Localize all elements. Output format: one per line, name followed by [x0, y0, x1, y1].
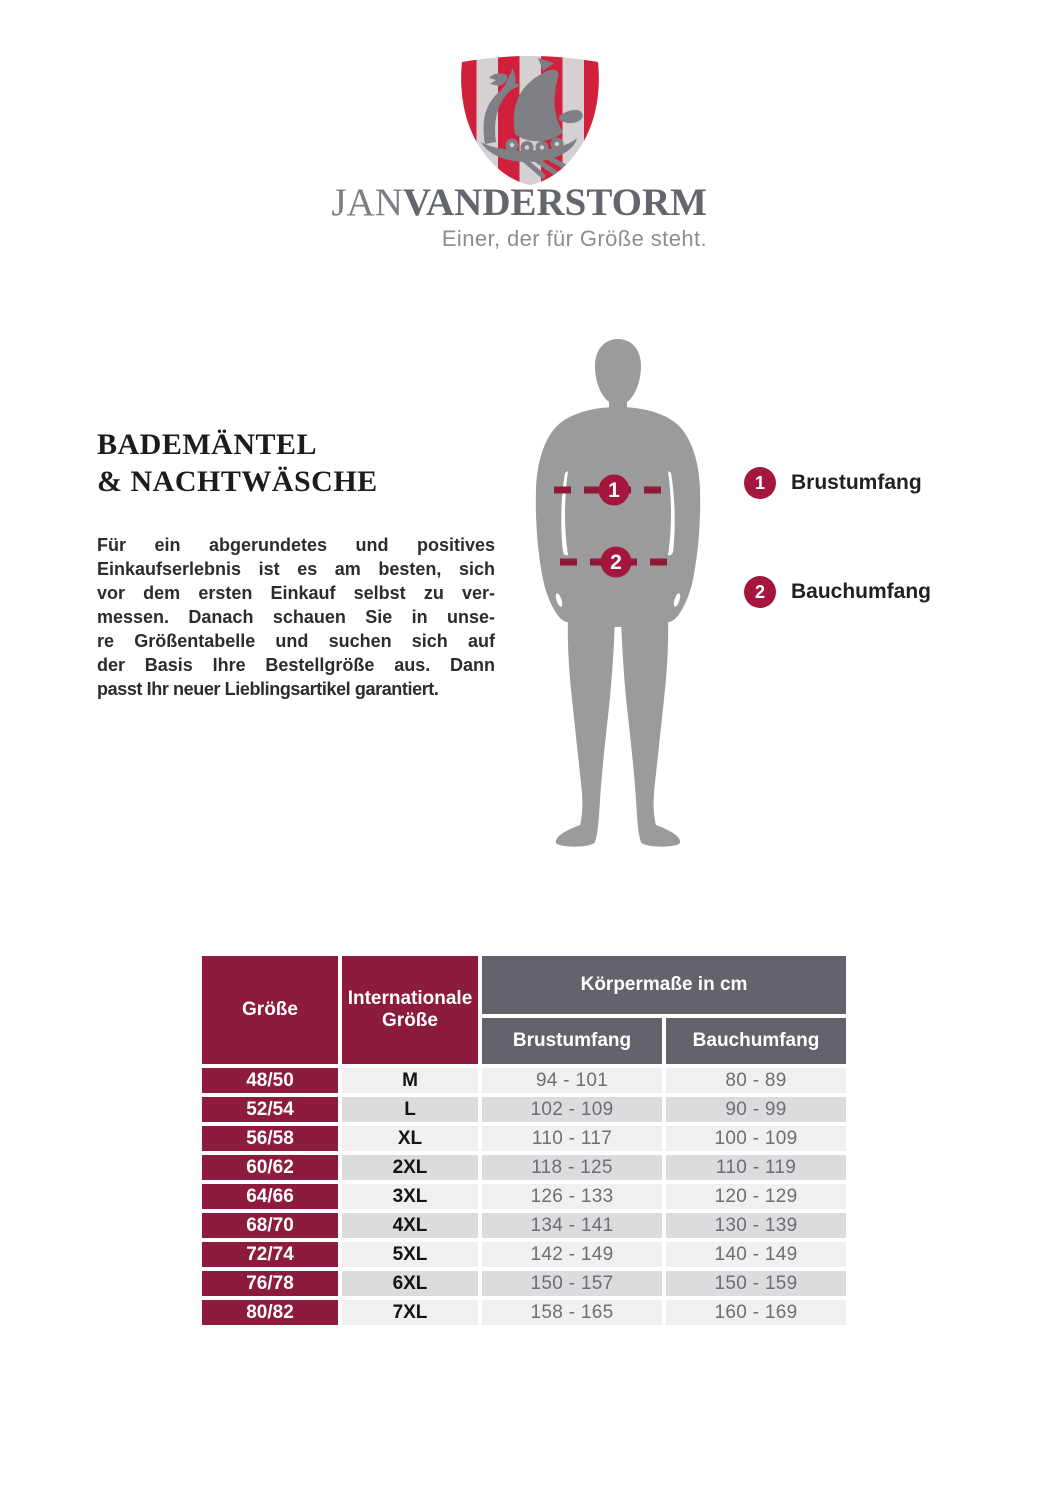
- international-size-cell: 2XL: [342, 1155, 478, 1180]
- paragraph-line: der Basis Ihre Bestellgröße aus. Dann: [97, 655, 495, 675]
- table-row: [202, 1271, 846, 1296]
- waist-range-cell: 100 - 109: [666, 1126, 846, 1151]
- chest-range-cell: 102 - 109: [482, 1097, 662, 1122]
- size-cell: 56/58: [202, 1126, 338, 1151]
- column-header-groesse: Größe: [202, 956, 338, 1064]
- legend-badge-2: 2: [744, 576, 776, 608]
- page-title-line2: & NACHTWÄSCHE: [97, 465, 378, 498]
- table-row: [202, 1068, 846, 1093]
- chest-range-cell: 94 - 101: [482, 1068, 662, 1093]
- brand-name-first: JAN: [331, 181, 403, 224]
- international-size-cell: L: [342, 1097, 478, 1122]
- waist-range-cell: 130 - 139: [666, 1213, 846, 1238]
- size-cell: 68/70: [202, 1213, 338, 1238]
- brand-header: [331, 183, 707, 252]
- international-size-cell: M: [342, 1068, 478, 1093]
- international-size-cell: 3XL: [342, 1184, 478, 1209]
- waist-marker-number: 2: [610, 551, 622, 574]
- size-cell: 72/74: [202, 1242, 338, 1267]
- chest-range-cell: 126 - 133: [482, 1184, 662, 1209]
- table-row: [202, 1155, 846, 1180]
- waist-range-cell: 150 - 159: [666, 1271, 846, 1296]
- chest-range-cell: 134 - 141: [482, 1213, 662, 1238]
- chest-range-cell: 110 - 117: [482, 1126, 662, 1151]
- waist-range-cell: 110 - 119: [666, 1155, 846, 1180]
- table-row: [202, 1300, 846, 1325]
- international-size-cell: 4XL: [342, 1213, 478, 1238]
- table-row: [202, 1097, 846, 1122]
- legend-label-bauchumfang: Bauchumfang: [791, 580, 932, 603]
- intro-paragraph: [97, 533, 495, 701]
- legend-item-brustumfang: [744, 467, 922, 499]
- legend-label-brustumfang: Brustumfang: [791, 471, 922, 494]
- size-cell: 52/54: [202, 1097, 338, 1122]
- brand-logo-shield-icon: [455, 54, 605, 186]
- table-row: [202, 1242, 846, 1267]
- male-figure-silhouette: [528, 337, 708, 848]
- legend-badge-1: 1: [744, 467, 776, 499]
- size-cell: 80/82: [202, 1300, 338, 1325]
- paragraph-line: Einkaufserlebnis ist es am besten, sich: [97, 559, 495, 579]
- size-table: [198, 952, 850, 1329]
- international-size-cell: 7XL: [342, 1300, 478, 1325]
- waist-range-cell: 80 - 89: [666, 1068, 846, 1093]
- paragraph-line: vor dem ersten Einkauf selbst zu ver-: [97, 583, 495, 603]
- brand-name-rest: VANDERSTORM: [402, 181, 707, 224]
- column-header-koerpermasse: Körpermaße in cm: [482, 956, 846, 1014]
- size-cell: 76/78: [202, 1271, 338, 1296]
- size-cell: 64/66: [202, 1184, 338, 1209]
- international-size-cell: XL: [342, 1126, 478, 1151]
- size-cell: 48/50: [202, 1068, 338, 1093]
- column-header-international-groesse: Internationale Größe: [342, 956, 478, 1064]
- legend-item-bauchumfang: [744, 576, 931, 608]
- paragraph-line: messen. Danach schauen Sie in unse-: [97, 607, 495, 627]
- chest-range-cell: 158 - 165: [482, 1300, 662, 1325]
- chest-marker-number: 1: [608, 479, 620, 502]
- waist-range-cell: 90 - 99: [666, 1097, 846, 1122]
- brand-tagline: Einer, der für Größe steht.: [441, 226, 707, 251]
- column-header-bauchumfang: Bauchumfang: [666, 1018, 846, 1064]
- page-title-line1: BADEMÄNTEL: [97, 428, 318, 461]
- size-table-body: [202, 1068, 846, 1325]
- table-row: [202, 1213, 846, 1238]
- international-size-cell: 6XL: [342, 1271, 478, 1296]
- paragraph-line: re Größentabelle und suchen sich auf: [97, 631, 495, 651]
- chest-range-cell: 142 - 149: [482, 1242, 662, 1267]
- chest-range-cell: 118 - 125: [482, 1155, 662, 1180]
- international-size-cell: 5XL: [342, 1242, 478, 1267]
- size-cell: 60/62: [202, 1155, 338, 1180]
- paragraph-line: Für ein abgerundetes und positives: [97, 535, 495, 555]
- brand-name: [331, 183, 707, 223]
- table-row: [202, 1184, 846, 1209]
- table-row: [202, 1126, 846, 1151]
- paragraph-line: passt Ihr neuer Lieblingsartikel garantiert.: [97, 679, 439, 699]
- chest-range-cell: 150 - 157: [482, 1271, 662, 1296]
- waist-range-cell: 140 - 149: [666, 1242, 846, 1267]
- column-header-brustumfang: Brustumfang: [482, 1018, 662, 1064]
- page-title: [97, 426, 378, 500]
- waist-range-cell: 120 - 129: [666, 1184, 846, 1209]
- waist-range-cell: 160 - 169: [666, 1300, 846, 1325]
